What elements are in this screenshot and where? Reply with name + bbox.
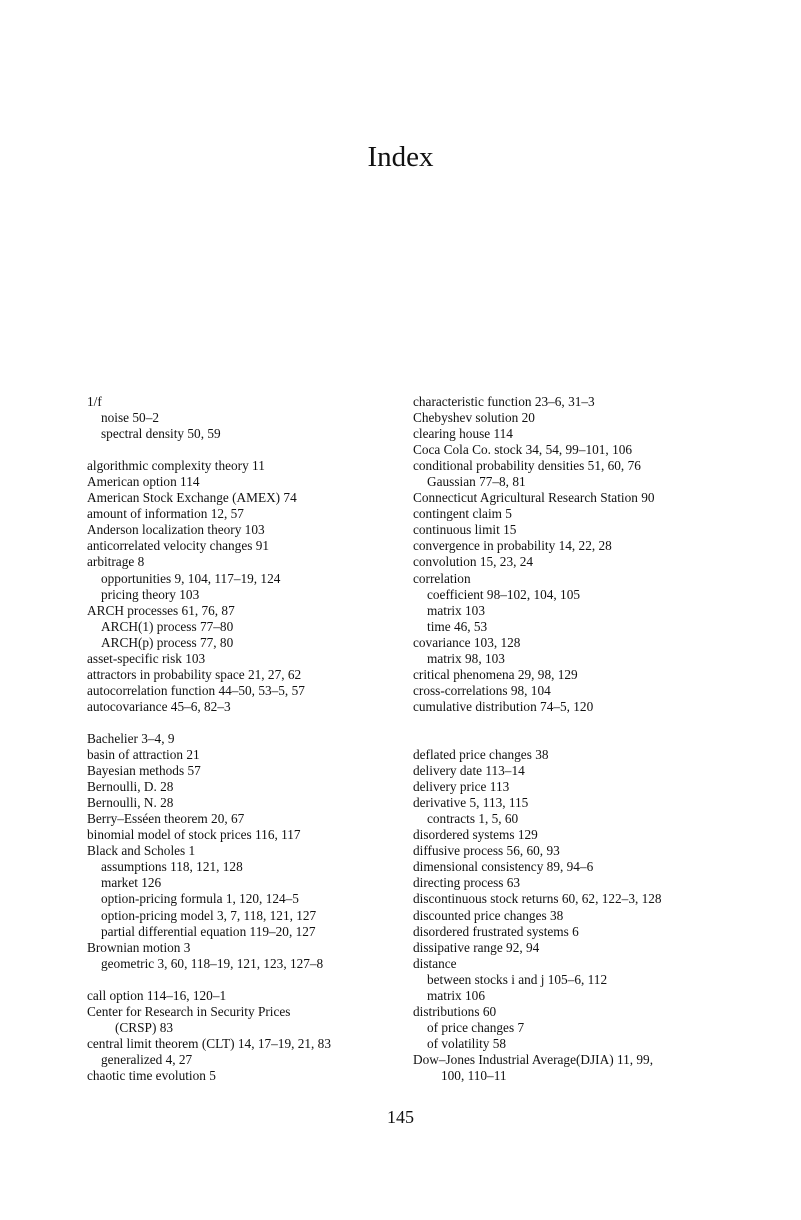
index-subentry: geometric 3, 60, 118–19, 121, 123, 127–8: [101, 955, 324, 971]
index-entry: Brownian motion 3: [87, 939, 191, 955]
index-entry-continuation: (CRSP) 83: [115, 1019, 174, 1035]
index-entry: 1/f: [87, 394, 102, 409]
index-entry: cross-correlations 98, 104: [413, 682, 551, 698]
index-subentry: time 46, 53: [427, 618, 488, 634]
index-entry: continuous limit 15: [413, 522, 517, 538]
index-entry: derivative 5, 113, 115: [413, 795, 529, 811]
index-subentry: Gaussian 77–8, 81: [427, 474, 526, 490]
index-entry: Dow–Jones Industrial Average(DJIA) 11, 99,: [413, 1051, 654, 1067]
index-entry: Berry–Esséen theorem 20, 67: [87, 811, 245, 827]
index-subentry: partial differential equation 119–20, 127: [101, 923, 316, 939]
index-column-right: [413, 394, 713, 1084]
index-subentry: matrix 98, 103: [427, 650, 505, 666]
entry-spacer: [413, 715, 713, 731]
index-entry: American option 114: [87, 474, 200, 490]
index-entry: clearing house 114: [413, 426, 513, 442]
index-entry: dissipative range 92, 94: [413, 939, 540, 955]
index-entry: dimensional consistency 89, 94–6: [413, 859, 594, 875]
index-entry: Center for Research in Security Prices: [87, 1003, 291, 1019]
index-entry: cumulative distribution 74–5, 120: [413, 698, 594, 714]
index-entry: delivery date 113–14: [413, 763, 525, 779]
index-entry: covariance 103, 128: [413, 634, 521, 650]
index-subentry: contracts 1, 5, 60: [427, 811, 519, 827]
index-entry: distance: [413, 955, 457, 971]
index-entry: characteristic function 23–6, 31–3: [413, 394, 595, 409]
index-entry: arbitrage 8: [87, 554, 145, 570]
index-subentry: coefficient 98–102, 104, 105: [427, 586, 581, 602]
index-subentry: spectral density 50, 59: [101, 426, 221, 442]
index-entry: disordered systems 129: [413, 827, 538, 843]
index-entry: Bayesian methods 57: [87, 763, 201, 779]
index-entry: autocovariance 45–6, 82–3: [87, 698, 231, 714]
index-entry: convolution 15, 23, 24: [413, 554, 534, 570]
index-subentry: of volatility 58: [427, 1035, 507, 1051]
index-entry: basin of attraction 21: [87, 747, 200, 763]
entry-spacer: [413, 731, 713, 747]
index-entry: Connecticut Agricultural Research Station 90: [413, 490, 655, 506]
entry-spacer: [87, 715, 405, 731]
index-entry: call option 114–16, 120–1: [87, 987, 227, 1003]
index-entry: discontinuous stock returns 60, 62, 122–3, 128: [413, 891, 662, 907]
index-entry: asset-specific risk 103: [87, 650, 206, 666]
index-entry: attractors in probability space 21, 27, 62: [87, 666, 302, 682]
index-subentry: opportunities 9, 104, 117–19, 124: [101, 570, 281, 586]
index-subentry: ARCH(1) process 77–80: [101, 618, 234, 634]
index-entry: deflated price changes 38: [413, 747, 549, 763]
index-subentry: assumptions 118, 121, 128: [101, 859, 243, 875]
index-subentry: matrix 103: [427, 602, 485, 618]
index-entry: disordered frustrated systems 6: [413, 923, 579, 939]
index-subentry: option-pricing model 3, 7, 118, 121, 127: [101, 907, 317, 923]
index-subentry: ARCH(p) process 77, 80: [101, 634, 234, 650]
index-entry: conditional probability densities 51, 60, 76: [413, 458, 641, 474]
page-title: Index: [367, 141, 434, 173]
index-entry: autocorrelation function 44–50, 53–5, 57: [87, 682, 305, 698]
index-entry: Bachelier 3–4, 9: [87, 730, 175, 746]
index-column-left: [87, 394, 405, 1084]
index-entry: distributions 60: [413, 1003, 497, 1019]
index-subentry: generalized 4, 27: [101, 1051, 193, 1067]
index-entry: Bernoulli, N. 28: [87, 795, 174, 811]
index-subentry: between stocks i and j 105–6, 112: [427, 971, 608, 987]
index-entry: critical phenomena 29, 98, 129: [413, 666, 578, 682]
index-entry: American Stock Exchange (AMEX) 74: [87, 490, 297, 506]
index-entry: directing process 63: [413, 875, 521, 891]
index-entry-continuation: 100, 110–11: [441, 1067, 507, 1083]
index-entry: central limit theorem (CLT) 14, 17–19, 21, 83: [87, 1035, 331, 1051]
index-subentry: matrix 106: [427, 987, 485, 1003]
index-entry: diffusive process 56, 60, 93: [413, 843, 560, 859]
index-entry: Black and Scholes 1: [87, 843, 196, 859]
index-entry: Coca Cola Co. stock 34, 54, 99–101, 106: [413, 442, 633, 458]
index-entry: ARCH processes 61, 76, 87: [87, 602, 235, 618]
index-subentry: pricing theory 103: [101, 586, 200, 602]
index-entry: convergence in probability 14, 22, 28: [413, 538, 612, 554]
index-entry: Bernoulli, D. 28: [87, 779, 174, 795]
index-entry: delivery price 113: [413, 779, 510, 795]
index-entry: algorithmic complexity theory 11: [87, 458, 265, 474]
index-subentry: noise 50–2: [101, 410, 159, 426]
entry-spacer: [87, 972, 405, 988]
index-entry: contingent claim 5: [413, 506, 512, 522]
index-entry: Chebyshev solution 20: [413, 410, 535, 426]
index-subentry: market 126: [101, 875, 162, 891]
index-entry: correlation: [413, 570, 471, 586]
index-subentry: of price changes 7: [427, 1019, 525, 1035]
index-entry: discounted price changes 38: [413, 907, 564, 923]
page-number: 145: [387, 1107, 414, 1127]
index-entry: anticorrelated velocity changes 91: [87, 538, 270, 554]
index-subentry: option-pricing formula 1, 120, 124–5: [101, 891, 299, 907]
index-entry: binomial model of stock prices 116, 117: [87, 827, 301, 843]
index-entry: chaotic time evolution 5: [87, 1067, 216, 1083]
index-entry: Anderson localization theory 103: [87, 522, 265, 538]
index-entry: amount of information 12, 57: [87, 506, 244, 522]
entry-spacer: [87, 442, 405, 458]
